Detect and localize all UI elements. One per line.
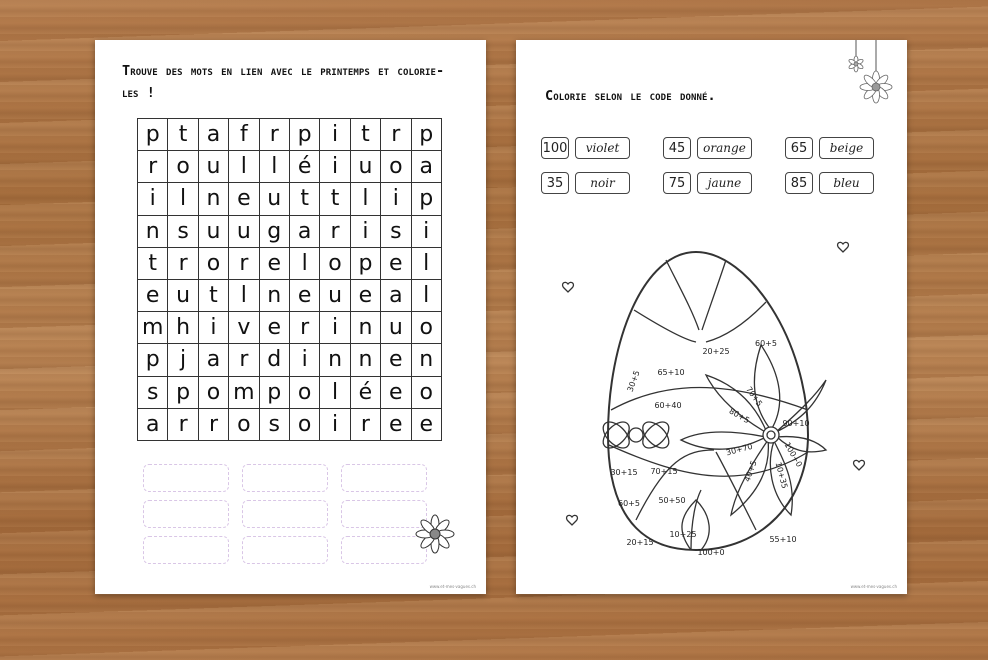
grid-row (138, 247, 442, 279)
grid-cell[interactable]: l (229, 151, 259, 183)
egg-sum: 30+5 (625, 369, 642, 394)
grid-cell[interactable]: l (289, 247, 319, 279)
grid-cell[interactable]: f (229, 119, 259, 151)
grid-cell[interactable]: u (381, 312, 411, 344)
grid-cell[interactable]: r (229, 344, 259, 376)
egg-sum: 60+5 (618, 499, 640, 508)
grid-cell[interactable]: m (138, 312, 168, 344)
grid-cell[interactable]: o (198, 247, 228, 279)
grid-cell[interactable]: r (381, 119, 411, 151)
grid-cell[interactable]: p (411, 183, 441, 215)
grid-cell[interactable]: e (138, 279, 168, 311)
grid-cell[interactable]: r (259, 119, 289, 151)
grid-cell[interactable]: r (350, 408, 380, 440)
code-number: 45 (663, 137, 691, 159)
grid-cell[interactable]: o (381, 151, 411, 183)
grid-cell[interactable]: j (168, 344, 198, 376)
heart-icon (854, 460, 865, 470)
grid-cell[interactable]: o (168, 151, 198, 183)
grid-cell[interactable]: i (320, 119, 350, 151)
grid-cell[interactable]: t (168, 119, 198, 151)
grid-row (138, 344, 442, 376)
grid-cell[interactable]: i (350, 215, 380, 247)
egg-sum: 80+5 (727, 406, 752, 426)
egg-sum: 10+25 (669, 530, 697, 539)
egg-sum: 65+10 (657, 368, 685, 377)
grid-cell[interactable]: r (229, 247, 259, 279)
egg-sum: 40+5 (742, 459, 759, 484)
grid-cell[interactable]: p (138, 344, 168, 376)
coloring-title: Colorie selon le code donné. (545, 88, 716, 104)
grid-cell[interactable]: u (350, 151, 380, 183)
grid-cell[interactable]: i (381, 183, 411, 215)
grid-cell[interactable]: e (350, 279, 380, 311)
grid-cell[interactable]: e (381, 344, 411, 376)
code-number: 65 (785, 137, 813, 159)
hanging-flowers-icon (844, 40, 894, 110)
grid-cell[interactable]: e (381, 408, 411, 440)
code-number: 85 (785, 172, 813, 194)
grid-cell[interactable]: p (411, 119, 441, 151)
code-number: 75 (663, 172, 691, 194)
grid-cell[interactable]: a (198, 119, 228, 151)
egg-sum: 100+0 (782, 440, 804, 469)
grid-cell[interactable]: s (138, 376, 168, 408)
grid-row (138, 119, 442, 151)
code-color: violet (575, 137, 630, 159)
grid-cell[interactable]: t (350, 119, 380, 151)
code-color: noir (575, 172, 630, 194)
heart-icon (563, 282, 574, 292)
egg-sum: 20+15 (626, 538, 654, 547)
grid-row (138, 279, 442, 311)
grid-cell[interactable]: a (289, 215, 319, 247)
grid-cell[interactable]: l (320, 376, 350, 408)
heart-icon (838, 242, 849, 252)
grid-cell[interactable]: n (198, 183, 228, 215)
grid-cell[interactable]: l (229, 279, 259, 311)
grid-cell[interactable]: n (350, 312, 380, 344)
answer-box[interactable] (143, 500, 229, 528)
grid-cell[interactable]: e (259, 312, 289, 344)
grid-row (138, 215, 442, 247)
grid-cell[interactable]: i (289, 344, 319, 376)
egg-sum: 20+25 (702, 347, 730, 356)
egg-sum: 60+40 (654, 401, 682, 410)
grid-cell[interactable]: m (229, 376, 259, 408)
grid-cell[interactable]: i (198, 312, 228, 344)
grid-cell[interactable]: n (259, 279, 289, 311)
grid-cell[interactable]: i (320, 151, 350, 183)
egg-sum: 70+15 (650, 467, 678, 476)
grid-cell[interactable]: i (320, 408, 350, 440)
egg-sum: 30+15 (610, 468, 638, 477)
grid-cell[interactable]: o (229, 408, 259, 440)
answer-box[interactable] (242, 464, 328, 492)
egg-sum: 10+35 (773, 461, 790, 490)
grid-cell[interactable]: n (138, 215, 168, 247)
grid-cell[interactable]: l (350, 183, 380, 215)
grid-cell[interactable]: s (259, 408, 289, 440)
answer-box[interactable] (242, 500, 328, 528)
grid-cell[interactable]: t (320, 183, 350, 215)
egg-sum: 50+50 (658, 496, 686, 505)
grid-cell[interactable]: d (259, 344, 289, 376)
grid-cell[interactable]: h (168, 312, 198, 344)
answer-box[interactable] (341, 464, 427, 492)
grid-cell[interactable]: o (411, 376, 441, 408)
grid-cell[interactable]: u (229, 215, 259, 247)
answer-box[interactable] (143, 536, 229, 564)
grid-cell[interactable]: r (198, 408, 228, 440)
grid-cell[interactable]: s (168, 215, 198, 247)
grid-cell[interactable]: p (350, 247, 380, 279)
grid-row (138, 376, 442, 408)
heart-icon (567, 515, 578, 525)
code-color: jaune (697, 172, 752, 194)
word-search-sheet (95, 40, 486, 594)
grid-cell[interactable]: p (138, 119, 168, 151)
grid-cell[interactable]: v (229, 312, 259, 344)
grid-cell[interactable]: t (289, 183, 319, 215)
footer-url: www.et-mes-vagues.ch (429, 584, 476, 589)
grid-cell[interactable]: o (320, 247, 350, 279)
grid-cell[interactable]: i (320, 312, 350, 344)
grid-cell[interactable]: e (411, 408, 441, 440)
grid-cell[interactable]: e (229, 183, 259, 215)
egg-sum: 70+5 (744, 384, 765, 409)
grid-cell[interactable]: r (138, 151, 168, 183)
grid-cell[interactable]: i (411, 215, 441, 247)
egg-sum: 30+70 (725, 441, 754, 458)
grid-cell[interactable]: r (168, 247, 198, 279)
grid-cell[interactable]: l (411, 279, 441, 311)
flower-icon (415, 514, 455, 554)
grid-row (138, 183, 442, 215)
grid-cell[interactable]: g (259, 215, 289, 247)
grid-cell[interactable]: e (259, 247, 289, 279)
grid-cell[interactable]: l (411, 247, 441, 279)
word-search-title: Trouve des mots en lien avec le printemps et colorie-les ! (122, 63, 445, 101)
grid-cell[interactable]: s (381, 215, 411, 247)
grid-cell[interactable]: t (138, 247, 168, 279)
letter-grid (137, 118, 442, 441)
grid-cell[interactable]: é (350, 376, 380, 408)
code-number: 100 (541, 137, 569, 159)
grid-cell[interactable]: a (138, 408, 168, 440)
egg-sum: 60+5 (755, 339, 777, 348)
grid-cell[interactable]: l (168, 183, 198, 215)
egg-sum: 55+10 (769, 535, 797, 544)
grid-cell[interactable]: n (411, 344, 441, 376)
grid-cell[interactable]: a (411, 151, 441, 183)
grid-cell[interactable]: t (198, 279, 228, 311)
grid-cell[interactable]: p (259, 376, 289, 408)
grid-cell[interactable]: u (320, 279, 350, 311)
grid-cell[interactable]: p (168, 376, 198, 408)
easter-egg-coloring (516, 230, 907, 570)
grid-cell[interactable]: u (259, 183, 289, 215)
grid-cell[interactable]: u (168, 279, 198, 311)
grid-cell[interactable]: i (138, 183, 168, 215)
grid-cell[interactable]: n (350, 344, 380, 376)
grid-row (138, 408, 442, 440)
code-number: 35 (541, 172, 569, 194)
answer-box[interactable] (242, 536, 328, 564)
grid-row (138, 151, 442, 183)
grid-cell[interactable]: u (198, 151, 228, 183)
coloring-sheet (516, 40, 907, 594)
footer-url: www.et-mes-vagues.ch (850, 584, 897, 589)
code-color: bleu (819, 172, 874, 194)
code-color: beige (819, 137, 874, 159)
grid-cell[interactable]: r (289, 312, 319, 344)
egg-sum: 100+0 (697, 548, 725, 557)
grid-cell[interactable]: e (381, 247, 411, 279)
answer-box[interactable] (143, 464, 229, 492)
grid-cell[interactable]: e (381, 376, 411, 408)
grid-cell[interactable]: u (198, 215, 228, 247)
grid-cell[interactable]: é (289, 151, 319, 183)
grid-cell[interactable]: n (320, 344, 350, 376)
grid-cell[interactable]: o (289, 376, 319, 408)
grid-cell[interactable]: r (168, 408, 198, 440)
grid-cell[interactable]: a (198, 344, 228, 376)
grid-cell[interactable]: a (381, 279, 411, 311)
egg-sum: 90+10 (782, 419, 810, 428)
grid-cell[interactable]: p (289, 119, 319, 151)
grid-cell[interactable]: e (289, 279, 319, 311)
grid-cell[interactable]: r (320, 215, 350, 247)
grid-cell[interactable]: o (289, 408, 319, 440)
code-color: orange (697, 137, 752, 159)
grid-row (138, 312, 442, 344)
grid-cell[interactable]: o (411, 312, 441, 344)
grid-cell[interactable]: o (198, 376, 228, 408)
grid-cell[interactable]: l (259, 151, 289, 183)
